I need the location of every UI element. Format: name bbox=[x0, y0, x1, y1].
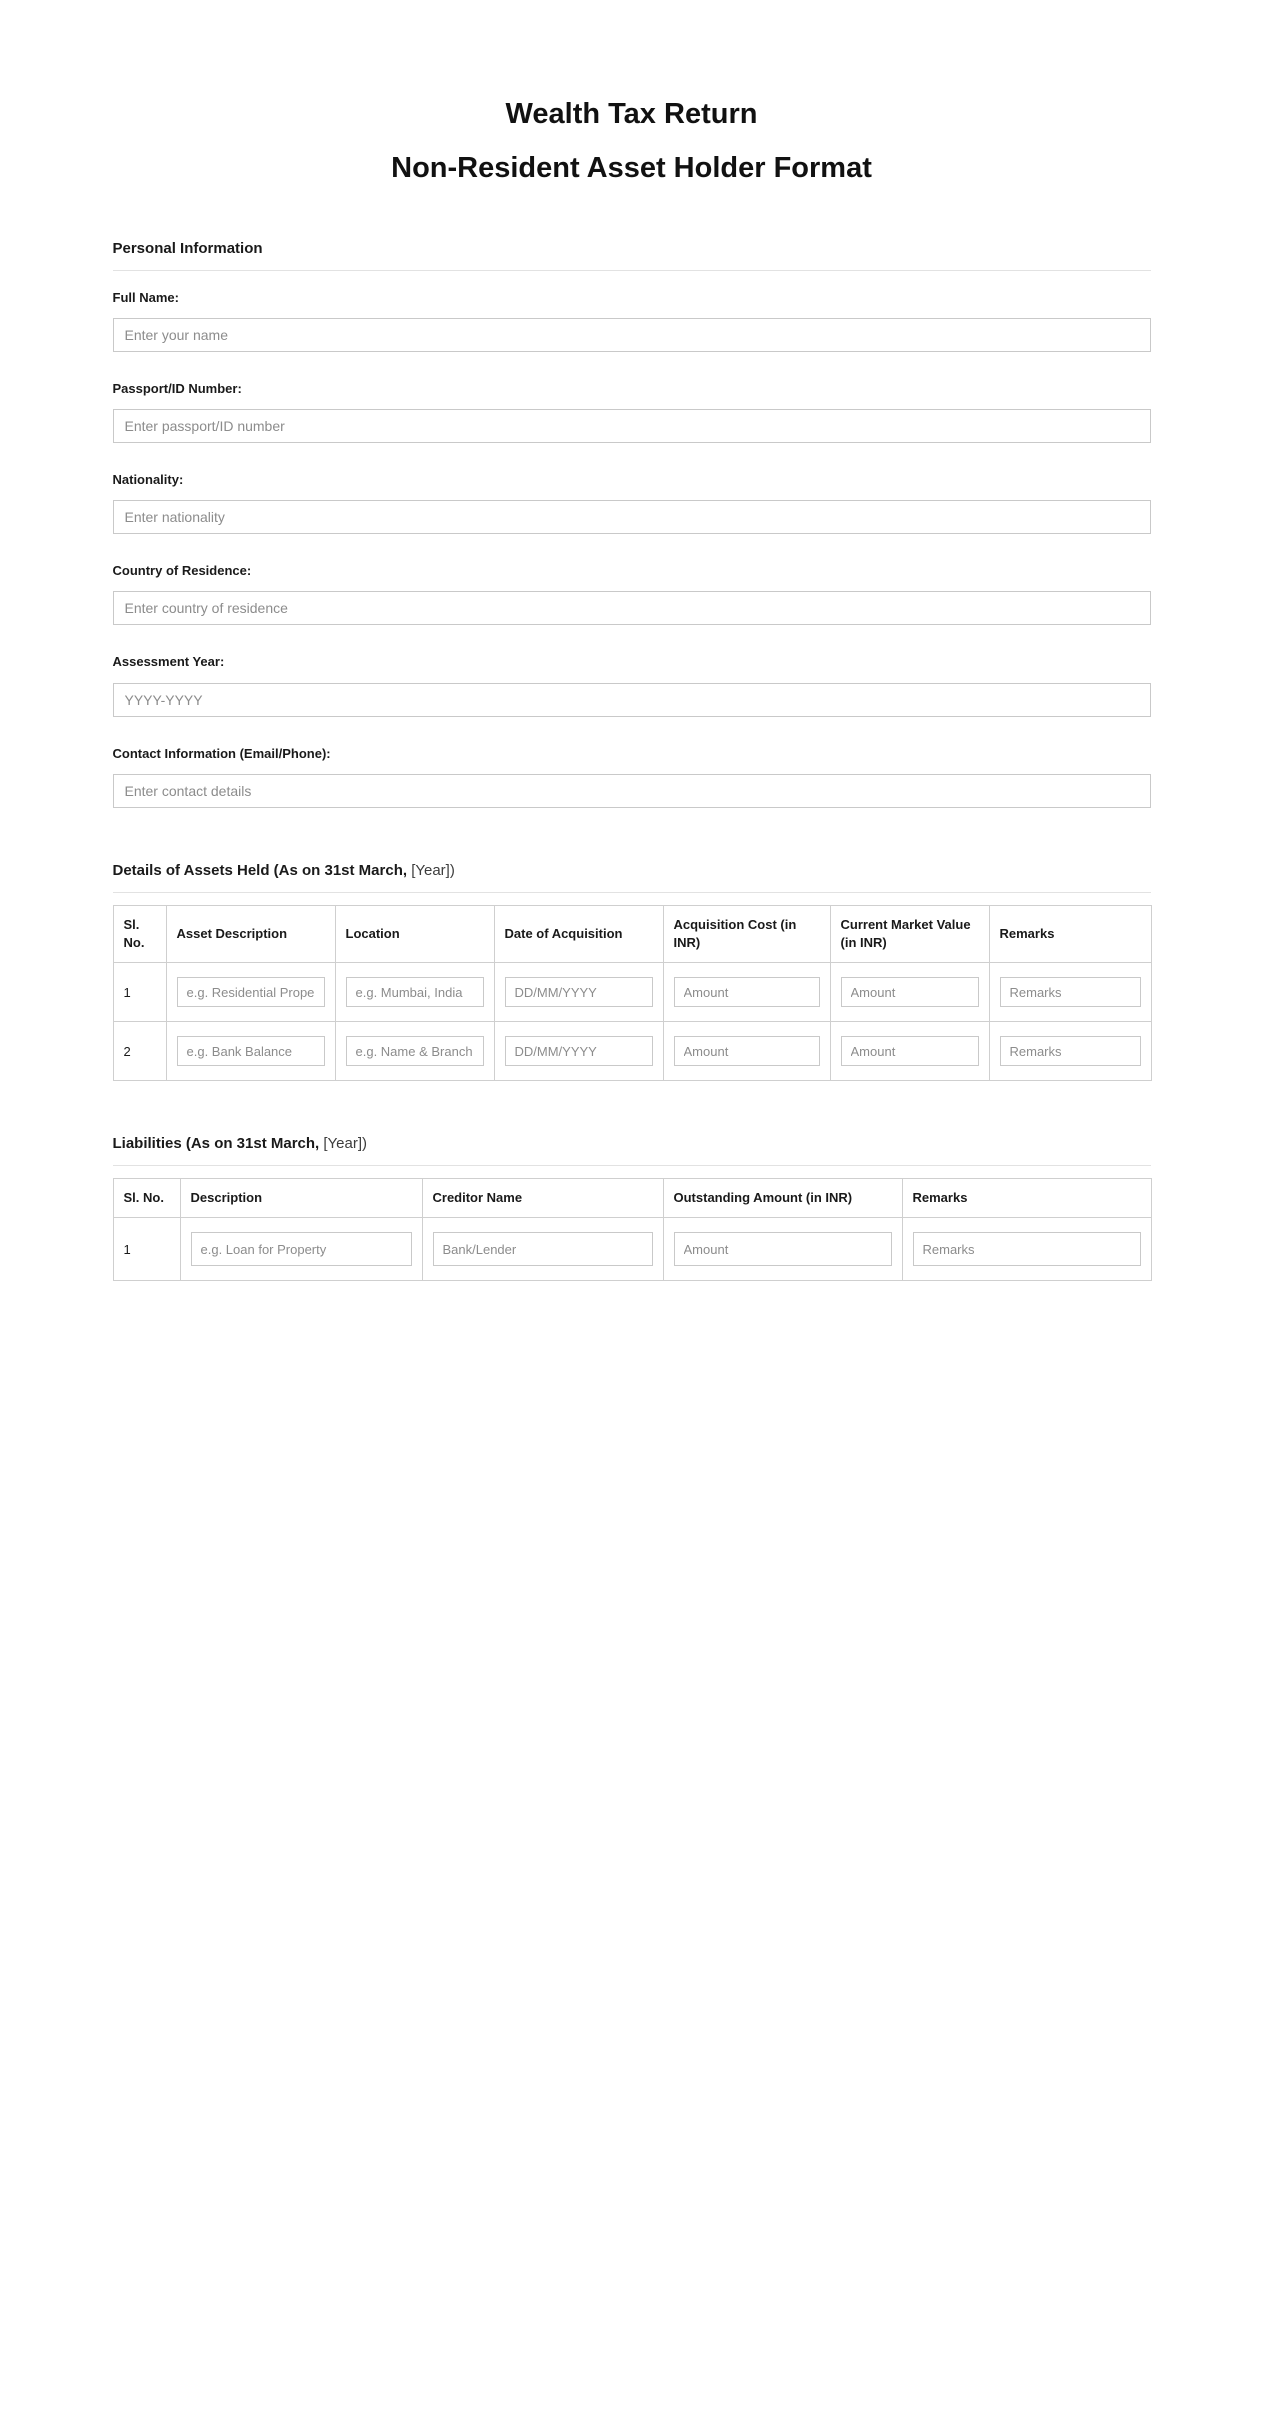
assets-table bbox=[113, 905, 1152, 1081]
liabilities-row-1-amount-input[interactable] bbox=[674, 1232, 892, 1266]
assets-row-1-sl: 1 bbox=[113, 963, 166, 1022]
field-assessment-year bbox=[113, 653, 1151, 716]
assets-col-location: Location bbox=[335, 905, 494, 962]
contact-information-input[interactable] bbox=[113, 774, 1151, 808]
assets-row-2-sl: 2 bbox=[113, 1022, 166, 1081]
page-title-line1: Wealth Tax Return bbox=[505, 98, 758, 130]
assets-col-asset-description: Asset Description bbox=[166, 905, 335, 962]
personal-information-heading-text: Personal Information bbox=[112, 239, 263, 257]
assets-row-1-market-value-input[interactable] bbox=[841, 977, 979, 1007]
assets-row-2-remarks-input[interactable] bbox=[1000, 1036, 1141, 1066]
assets-row-2-acquisition-cost-input[interactable] bbox=[674, 1036, 820, 1066]
assets-heading-year: [Year]) bbox=[407, 861, 455, 879]
liabilities-col-sl-no: Sl. No. bbox=[113, 1179, 180, 1218]
assets-heading-text: Details of Assets Held (As on 31st March, bbox=[112, 861, 408, 879]
assets-row-1-remarks-input[interactable] bbox=[1000, 977, 1141, 1007]
assets-row-2-description-input[interactable] bbox=[177, 1036, 325, 1066]
assets-row-1 bbox=[113, 963, 1151, 1022]
field-full-name bbox=[113, 289, 1151, 352]
nationality-input[interactable] bbox=[113, 500, 1151, 534]
liabilities-col-remarks: Remarks bbox=[902, 1179, 1151, 1218]
assets-col-sl-no: Sl. No. bbox=[113, 905, 166, 962]
assets-row-2 bbox=[113, 1022, 1151, 1081]
form-page bbox=[113, 0, 1151, 1281]
liabilities-table bbox=[113, 1178, 1152, 1281]
assets-col-acquisition-cost: Acquisition Cost (in INR) bbox=[663, 905, 830, 962]
liabilities-col-outstanding-amount: Outstanding Amount (in INR) bbox=[663, 1179, 902, 1218]
contact-information-label: Contact Information (Email/Phone): bbox=[112, 745, 331, 761]
field-contact-information bbox=[113, 745, 1151, 808]
assets-col-current-market-value: Current Market Value (in INR) bbox=[830, 905, 989, 962]
passport-id-label: Passport/ID Number: bbox=[112, 380, 242, 396]
country-of-residence-label: Country of Residence: bbox=[112, 563, 252, 579]
field-nationality bbox=[113, 471, 1151, 534]
full-name-label: Full Name: bbox=[112, 289, 179, 305]
liabilities-row-1-creditor-input[interactable] bbox=[433, 1232, 653, 1266]
field-passport-id bbox=[113, 380, 1151, 443]
field-country-of-residence bbox=[113, 562, 1151, 625]
page-title-line2: Non-Resident Asset Holder Format bbox=[391, 152, 872, 185]
assets-row-2-location-input[interactable] bbox=[346, 1036, 484, 1066]
assets-row-1-description-input[interactable] bbox=[177, 977, 325, 1007]
liabilities-col-creditor-name: Creditor Name bbox=[422, 1179, 663, 1218]
assets-row-1-location-input[interactable] bbox=[346, 977, 484, 1007]
liabilities-row-1-description-input[interactable] bbox=[191, 1232, 412, 1266]
liabilities-header-row bbox=[113, 1179, 1151, 1218]
assets-header-row bbox=[113, 905, 1151, 962]
passport-id-input[interactable] bbox=[113, 409, 1151, 443]
assets-heading bbox=[113, 860, 1151, 893]
liabilities-row-1 bbox=[113, 1218, 1151, 1281]
liabilities-col-description: Description bbox=[180, 1179, 422, 1218]
nationality-label: Nationality: bbox=[112, 472, 184, 488]
liabilities-row-1-remarks-input[interactable] bbox=[913, 1232, 1141, 1266]
liabilities-heading-year: [Year]) bbox=[319, 1135, 368, 1153]
country-of-residence-input[interactable] bbox=[113, 591, 1151, 625]
assets-col-remarks: Remarks bbox=[989, 905, 1151, 962]
assets-col-date-of-acquisition: Date of Acquisition bbox=[494, 905, 663, 962]
assessment-year-label: Assessment Year: bbox=[112, 654, 225, 670]
assets-row-2-date-input[interactable] bbox=[505, 1036, 653, 1066]
assets-row-2-market-value-input[interactable] bbox=[841, 1036, 979, 1066]
assets-row-1-date-input[interactable] bbox=[505, 977, 653, 1007]
assessment-year-input[interactable] bbox=[113, 683, 1151, 717]
full-name-input[interactable] bbox=[113, 318, 1151, 352]
liabilities-heading-text: Liabilities (As on 31st March, bbox=[112, 1135, 320, 1153]
liabilities-row-1-sl: 1 bbox=[113, 1218, 180, 1281]
liabilities-heading bbox=[113, 1133, 1151, 1166]
personal-information-heading bbox=[113, 238, 1151, 271]
assets-row-1-acquisition-cost-input[interactable] bbox=[674, 977, 820, 1007]
